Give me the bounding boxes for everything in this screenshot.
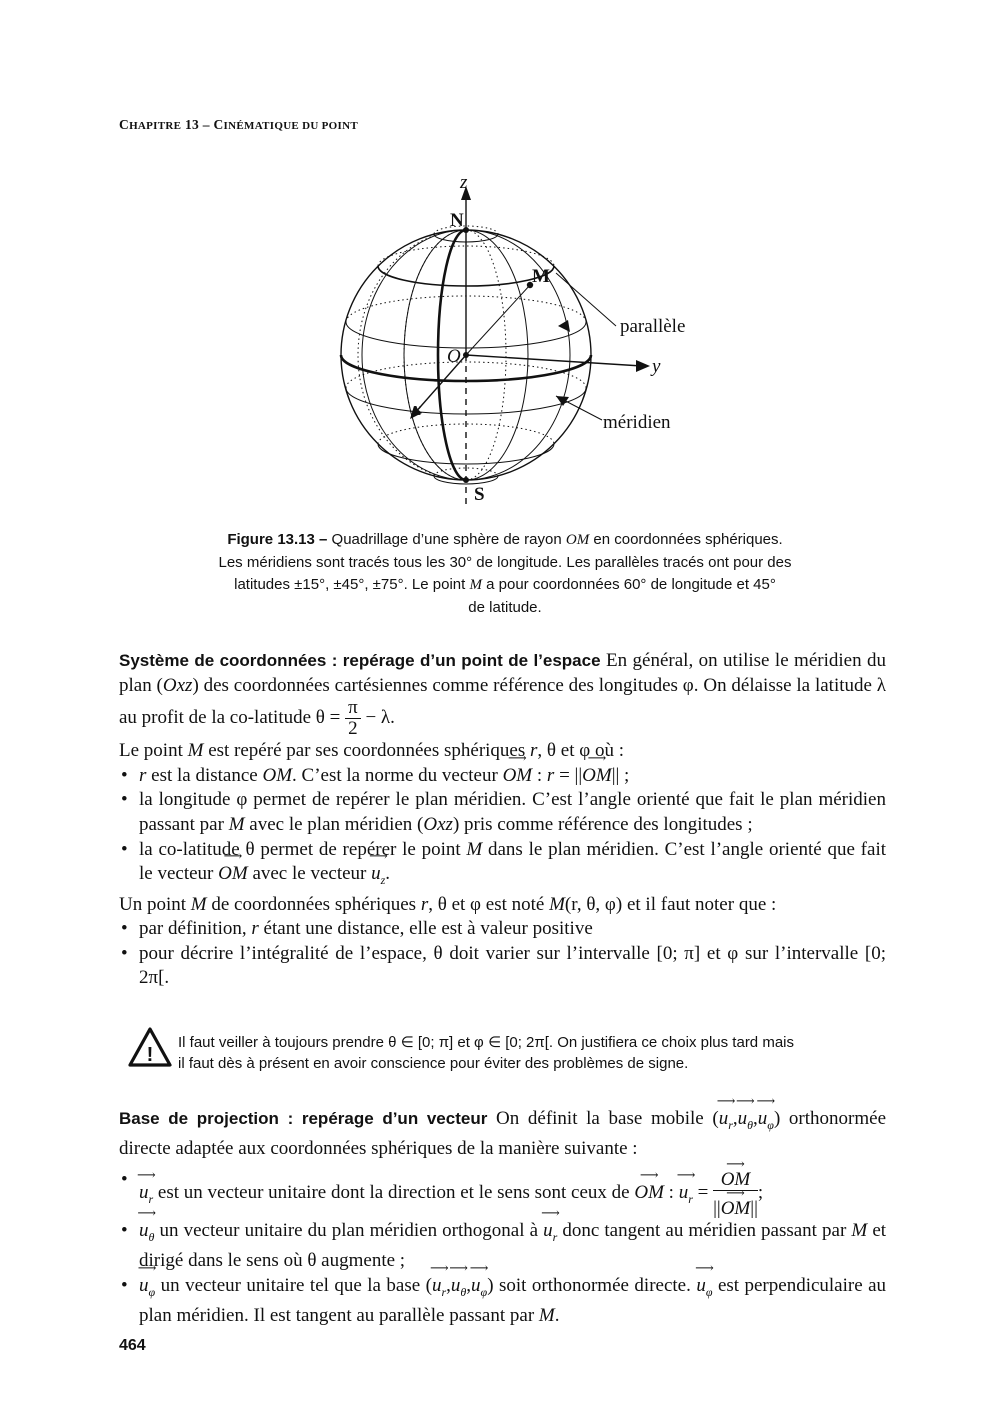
- b3-text-3: avec le vecteur: [252, 863, 367, 885]
- ur-u: u: [431, 1274, 442, 1296]
- point-O: [463, 352, 469, 358]
- up-sub: φ: [767, 1117, 774, 1132]
- ur-u: u: [543, 1219, 553, 1241]
- ur-u: u: [139, 1181, 149, 1203]
- ut-u: u: [737, 1108, 748, 1129]
- label-y: y: [652, 356, 661, 377]
- vector-utheta: [451, 1274, 466, 1304]
- b1-om: OM: [262, 764, 293, 786]
- vector-om-num: ⟶ OM: [721, 1170, 751, 1190]
- s2-b1-end: ;: [757, 1181, 764, 1203]
- ur-sub: r: [688, 1191, 693, 1206]
- up-u: u: [139, 1274, 149, 1296]
- s1-p2b: est repéré par ses coordonnées sphériques: [208, 740, 526, 762]
- s1-p2c: , θ et φ où :: [537, 740, 624, 762]
- ut-u: u: [450, 1274, 461, 1296]
- b3-m: M: [466, 838, 483, 860]
- ut-sub: θ: [460, 1284, 467, 1299]
- s1-p2m: M: [187, 740, 204, 762]
- vector-uz: [371, 862, 385, 892]
- vector-om-den: ⟶ OM: [721, 1199, 751, 1219]
- s2-b2-text-3: et dirigé dans le sens où θ augmente ;: [139, 1219, 887, 1272]
- sphere-figure: [330, 168, 710, 508]
- b1-norm-close: || ;: [611, 764, 630, 786]
- warning-text: [178, 1032, 878, 1074]
- comma: ,: [753, 1108, 758, 1129]
- s1-p2r: r: [530, 740, 538, 762]
- chapter-prefix: C: [119, 117, 130, 132]
- s1-p3e: (r, θ, φ): [564, 893, 623, 915]
- ur-sub: r: [552, 1229, 558, 1244]
- s1-text-a: En général, on utilise le méridien du plan (: [119, 650, 887, 696]
- b4-r: r: [251, 918, 259, 940]
- warning-note: [128, 1026, 888, 1072]
- warning-line-2: il faut dès à présent en avoir conscience pour éviter des problèmes de signe.: [178, 1055, 689, 1072]
- b2-text: la longitude φ permet de repérer le plan méridien. C’est l’angle orienté que fait le plan méridien passant par: [139, 789, 886, 835]
- caption-om: OM: [565, 532, 590, 548]
- s1-text-c: − λ.: [365, 707, 395, 729]
- ur-sub: r: [148, 1191, 154, 1206]
- chapter-number: 13 –: [184, 117, 210, 132]
- s1-oxz: Oxz: [162, 674, 193, 696]
- vector-ur: [543, 1219, 557, 1249]
- s2-b2-text: un vecteur unitaire du plan méridien orthogonal à: [159, 1219, 539, 1241]
- section1-paragraph-3: [119, 893, 886, 918]
- up-sub: φ: [480, 1284, 488, 1299]
- caption-dash: –: [319, 531, 328, 548]
- label-meridien: méridien: [603, 412, 671, 433]
- vector-utheta: [738, 1107, 753, 1137]
- up-u: u: [471, 1274, 481, 1296]
- vector-utheta: [139, 1219, 154, 1249]
- vector-ur: [432, 1274, 446, 1304]
- label-S: S: [474, 484, 485, 505]
- s1-p2a: Le point: [119, 740, 183, 762]
- s1-p3m: M: [190, 893, 207, 915]
- list-item: [119, 942, 886, 991]
- label-z: z: [460, 172, 468, 193]
- s1-p3r: r: [420, 893, 429, 915]
- section1-list-2: [119, 917, 886, 991]
- up-sub: φ: [148, 1284, 156, 1299]
- frac-num: π: [345, 698, 361, 719]
- list-item: • la co-latitude θ permet de repérer le point M dans le plan méridien. C’est l’angle orienté que fait le vecteur ⟶ OM avec le vecteur ⟶ $u_z$.: [119, 838, 886, 893]
- page-number: 464: [119, 1337, 146, 1354]
- list-item: [119, 917, 886, 942]
- vector-ur: [719, 1107, 733, 1137]
- s2-b1-text: est un vecteur unitaire dont la direction et le sens sont ceux de: [157, 1181, 630, 1203]
- unit-vector-fraction: [713, 1162, 758, 1219]
- warning-line-1: Il faut veiller à toujours prendre θ ∈ [0; π] et φ ∈ [0; 2π[. On justifiera ce choix plus tard mais: [178, 1034, 794, 1051]
- running-header: [119, 117, 358, 133]
- up-sub: φ: [705, 1284, 713, 1299]
- comma: ,: [732, 1108, 738, 1129]
- ur-sub: r: [728, 1117, 733, 1132]
- s1-p3a: Un point: [119, 893, 187, 915]
- caption-label: Figure 13.13: [227, 531, 315, 548]
- section2-list: [119, 1168, 886, 1329]
- vector-uphi: [139, 1274, 155, 1304]
- label-M: M: [532, 266, 550, 287]
- b1-r2: r: [546, 764, 555, 786]
- b1-text-2: . C’est la norme du vecteur: [292, 764, 498, 786]
- ur-sub: r: [441, 1284, 447, 1299]
- frac-den: 2: [348, 718, 358, 740]
- section2-paragraph-1: [119, 1107, 886, 1162]
- point-N: [463, 227, 469, 233]
- s1-p3b: de coordonnées sphériques: [211, 893, 417, 915]
- s1-p3f: et il faut noter que :: [626, 893, 777, 915]
- label-x: x: [413, 399, 422, 420]
- label-O: O: [447, 346, 461, 367]
- s2-text-b: ) orthonormée directe adaptée aux coordonnées sphériques de la manière suivante :: [119, 1108, 887, 1160]
- caption-text-3a: latitudes ±15°, ±45°, ±75°. Le point: [234, 576, 466, 593]
- uz-u: u: [371, 863, 381, 885]
- s2-b3-end: .: [554, 1305, 560, 1327]
- s2-b2-m: M: [851, 1219, 868, 1241]
- ur-u: u: [678, 1181, 689, 1203]
- parallele-arrowhead: [558, 320, 570, 332]
- y-axis: [466, 355, 642, 366]
- b1-r: r: [139, 764, 147, 786]
- vector-uphi: [471, 1274, 487, 1304]
- vector-om: ⟶ OM: [634, 1181, 664, 1206]
- norm-right: ||: [750, 1197, 758, 1219]
- b2-oxz: Oxz: [423, 813, 453, 835]
- section-coordinate-system: [119, 649, 886, 991]
- label-parallele: parallèle: [620, 316, 686, 337]
- s2-b3-text-3: est perpendiculaire au plan méridien. Il est tangent au parallèle passant par: [139, 1274, 887, 1327]
- section1-list-1: [119, 764, 886, 893]
- caption-line-4: de latitude.: [468, 598, 542, 616]
- b1-text: est la distance: [151, 764, 258, 786]
- b5-text: pour décrire l’intégralité de l’espace, θ doit varier sur l’intervalle [0; π] et φ sur l’intervalle [0; 2π[.: [139, 942, 886, 989]
- pi-over-2-fraction: [345, 698, 361, 739]
- b2-text-3: ) pris comme référence des longitudes ;: [452, 813, 753, 835]
- caption-text-3b: a pour coordonnées 60° de longitude et 45°: [486, 576, 776, 593]
- s1-text-b: ) des coordonnées cartésiennes comme référence des longitudes φ. On délaisse la latitude λ au profit de la co-latitude θ =: [119, 674, 886, 729]
- point-S: [463, 477, 469, 483]
- frac-den: [713, 1191, 758, 1219]
- s2-b3-m: M: [538, 1305, 555, 1327]
- y-arrowhead: [636, 360, 650, 372]
- section-projection-base: [119, 1107, 886, 1329]
- om-segment: [466, 285, 530, 355]
- s2-b2-text-2: donc tangent au méridien passant par: [562, 1219, 847, 1241]
- s2-eq: =: [697, 1181, 709, 1203]
- caption-line-2: Les méridiens sont tracés tous les 30° de longitude. Les parallèles tracés ont pour des: [218, 553, 792, 571]
- s2-b3-text: un vecteur unitaire tel que la base (: [160, 1274, 432, 1296]
- caption-text-1-end: en coordonnées sphériques.: [593, 531, 783, 548]
- list-item: [119, 1274, 886, 1329]
- caption-text-1: Quadrillage d’une sphère de rayon: [331, 531, 562, 548]
- b2-text-2: avec le plan méridien (: [249, 813, 424, 835]
- up-u: u: [757, 1108, 768, 1129]
- chapter-title: INÉMATIQUE DU POINT: [223, 120, 358, 132]
- caption-line-3: [160, 574, 850, 597]
- figure-caption: [160, 529, 850, 619]
- comma: ,: [446, 1274, 451, 1296]
- list-item: [119, 788, 886, 837]
- title-prefix: C: [213, 117, 224, 132]
- b4-text: par définition,: [139, 918, 247, 940]
- ut-u: u: [139, 1219, 149, 1241]
- uz-sub: z: [380, 872, 386, 887]
- label-N: N: [450, 210, 464, 231]
- vector-ur: [679, 1181, 693, 1211]
- list-item: [119, 1219, 886, 1274]
- b1-colon: :: [536, 764, 543, 786]
- s2-b3-text-2: ) soit orthonormée directe.: [487, 1274, 691, 1296]
- list-item: [119, 1168, 886, 1219]
- norm-left: ||: [713, 1197, 721, 1219]
- s2-text-a: On définit la base mobile (: [496, 1108, 719, 1129]
- ur-u: u: [718, 1108, 729, 1129]
- vector-uphi: [696, 1274, 712, 1304]
- caption-line-1: [160, 529, 850, 552]
- warning-icon: [128, 1026, 172, 1068]
- vector-om-norm: ⟶ OM: [582, 764, 612, 789]
- s2-b1-colon: :: [668, 1181, 674, 1203]
- s1-p3c: , θ et φ est noté: [428, 893, 545, 915]
- b1-norm-open: = ||: [559, 764, 583, 786]
- up-u: u: [696, 1274, 706, 1296]
- ut-sub: θ: [148, 1229, 155, 1244]
- caption-m: M: [469, 577, 482, 593]
- ut-sub: θ: [747, 1117, 754, 1132]
- chapter-word: HAPITRE: [129, 120, 182, 132]
- section1-paragraph-1: [119, 649, 886, 739]
- list-item: [119, 764, 886, 789]
- vector-uphi: [758, 1107, 774, 1137]
- s1-p3d: M: [549, 893, 565, 915]
- b3-text-2: dans le plan méridien. C’est l’angle orienté que fait le vecteur: [139, 838, 886, 885]
- comma: ,: [466, 1274, 472, 1296]
- b2-m: M: [228, 813, 245, 835]
- b4-text-2: étant une distance, elle est à valeur positive: [263, 918, 593, 940]
- b3-text: la co-latitude θ permet de repérer le point: [139, 838, 461, 860]
- svg-text:!: !: [146, 1044, 154, 1066]
- section2-heading: Base de projection : repérage d’un vecteur: [119, 1109, 488, 1128]
- vector-om: ⟶ OM: [503, 764, 533, 789]
- vector-om-2: ⟶ OM: [218, 862, 248, 887]
- section1-heading: Système de coordonnées : repérage d’un point de l’espace: [119, 651, 601, 670]
